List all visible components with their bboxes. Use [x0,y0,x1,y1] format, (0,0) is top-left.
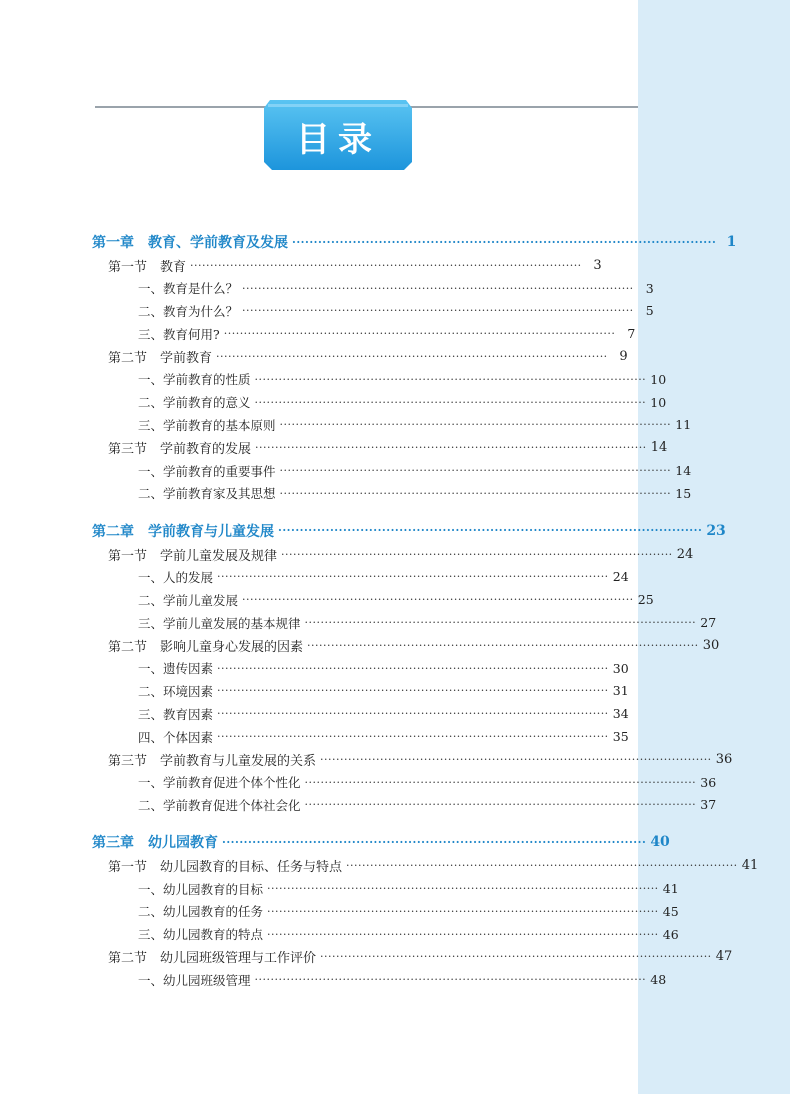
toc-entry-label: 三、教育何用? [138,326,220,342]
toc-entry-label: 三、教育因素 [138,706,214,722]
toc-item-entry[interactable] [92,459,692,482]
toc-entry-label: 第一章 教育、学前教育及发展 [92,235,288,251]
toc-section-entry[interactable] [92,254,602,277]
dot-leader: ·································································································· [217,730,609,744]
toc-entry-label: 四、个体因素 [138,729,214,745]
dot-leader: ·································································································· [190,258,582,272]
toc-entry-page-number: 45 [662,903,679,919]
toc-item-entry[interactable] [92,968,667,991]
toc-entry-page-number: 36 [700,774,717,790]
toc-entry-page-number: 40 [650,834,670,851]
dot-leader: ·································································································· [278,524,703,538]
toc-entry-label: 二、学前教育促进个体社会化 [138,797,301,813]
toc-entry-label: 一、幼儿园教育的目标 [138,881,264,897]
toc-entry-label: 第一节 教育 [108,259,187,275]
dot-leader: ·································································································· [307,638,699,652]
toc-entry-page-number: 35 [612,729,629,745]
toc-chapter-entry[interactable] [92,230,737,254]
toc-item-entry[interactable] [92,300,654,323]
toc-entry-label: 一、学前教育促进个体个性化 [138,775,301,791]
toc-entry-label: 一、幼儿园班级管理 [138,972,251,988]
toc-entry-page-number: 3 [593,257,602,273]
toc-entry-label: 第一节 学前儿童发展及规律 [108,548,278,564]
toc-entry-label: 三、学前教育的基本原则 [138,417,276,433]
toc-item-entry[interactable] [92,611,717,634]
toc-entry-label: 一、遗传因素 [138,661,214,677]
toc-entry-page-number: 10 [650,371,667,387]
dot-leader: ·································································································· [267,882,659,896]
title-tab [264,100,412,170]
dot-leader: ·································································································· [279,464,672,478]
dot-leader: ·································································································· [281,547,673,561]
toc-entry-page-number: 41 [662,881,679,897]
toc-entry-page-number: 3 [645,280,654,296]
dot-leader: ·································································································· [254,372,647,386]
toc-section-entry[interactable] [92,543,694,566]
dot-leader: ·································································································· [267,927,659,941]
toc-item-entry[interactable] [92,414,692,437]
table-of-contents [92,230,759,991]
toc-entry-label: 三、学前儿童发展的基本规律 [138,615,301,631]
dot-leader: ·································································································· [254,395,647,409]
toc-item-entry[interactable] [92,482,692,505]
dot-leader: ·································································································· [304,616,697,630]
toc-entry-page-number: 1 [726,234,737,250]
dot-leader: ·································································································· [320,752,712,766]
toc-entry-page-number: 10 [650,394,667,410]
toc-entry-page-number: 37 [700,797,717,813]
toc-item-entry[interactable] [92,588,654,611]
toc-entry-label: 二、学前儿童发展 [138,592,239,608]
toc-entry-label: 一、人的发展 [138,569,214,585]
dot-leader: ·································································································· [217,684,609,698]
toc-entry-page-number: 46 [662,926,679,942]
toc-item-entry[interactable] [92,322,636,345]
toc-item-entry[interactable] [92,368,667,391]
toc-item-entry[interactable] [92,680,629,703]
toc-entry-label: 第二节 幼儿园班级管理与工作评价 [108,951,317,967]
toc-section-entry[interactable] [92,854,759,877]
dot-leader: ·································································································· [242,593,634,607]
dot-leader: ·································································································· [223,327,616,341]
toc-entry-page-number: 15 [675,485,692,501]
dot-leader: ·································································································· [255,441,647,455]
page-title: 目录 [296,120,380,160]
toc-item-entry[interactable] [92,877,679,900]
toc-section-entry[interactable] [92,634,720,657]
dot-leader: ·································································································· [242,281,634,295]
dot-leader: ·································································································· [279,418,672,432]
toc-entry-label: 第三章 幼儿园教育 [92,835,218,852]
toc-entry-label: 二、环境因素 [138,683,214,699]
dot-leader: ·································································································· [222,835,647,849]
toc-entry-label: 二、学前教育的意义 [138,395,251,411]
dot-leader: ·································································································· [217,570,609,584]
toc-entry-label: 二、幼儿园教育的任务 [138,904,264,920]
toc-entry-label: 三、幼儿园教育的特点 [138,927,264,943]
dot-leader: ·································································································· [346,859,738,873]
toc-entry-page-number: 5 [645,303,654,319]
toc-entry-page-number: 24 [676,546,694,562]
toc-item-entry[interactable] [92,794,717,817]
toc-item-entry[interactable] [92,923,679,946]
dot-leader: ·································································································· [304,798,697,812]
toc-entry-page-number: 31 [612,683,629,699]
toc-entry-label: 二、教育为什么？ [138,303,239,319]
toc-entry-label: 第二章 学前教育与儿童发展 [92,523,274,540]
toc-entry-label: 一、教育是什么？ [138,281,239,297]
toc-chapter-entry[interactable] [92,830,670,854]
toc-entry-label: 一、学前教育的重要事件 [138,463,276,479]
dot-leader: ·································································································· [304,775,697,789]
toc-entry-page-number: 9 [619,349,628,365]
toc-entry-label: 第一节 幼儿园教育的目标、任务与特点 [108,860,343,876]
toc-chapter-entry[interactable] [92,519,726,543]
toc-entry-label: 第二节 学前教育 [108,351,213,367]
toc-entry-page-number: 7 [627,326,636,342]
toc-entry-page-number: 27 [700,615,717,631]
dot-leader: ·································································································· [216,350,608,364]
toc-entry-page-number: 25 [637,592,654,608]
toc-item-entry[interactable] [92,391,667,414]
toc-section-entry[interactable] [92,345,628,368]
toc-entry-page-number: 47 [715,949,733,965]
toc-entry-label: 第二节 影响儿童身心发展的因素 [108,639,304,655]
dot-leader: ·································································································· [217,661,609,675]
toc-entry-page-number: 48 [650,972,667,988]
toc-item-entry[interactable] [92,725,629,748]
toc-entry-page-number: 34 [612,706,629,722]
toc-entry-page-number: 14 [675,463,692,479]
dot-leader: ·································································································· [217,707,609,721]
toc-entry-page-number: 14 [650,440,668,456]
toc-section-entry[interactable] [92,946,733,969]
toc-section-entry[interactable] [92,748,733,771]
dot-leader: ·································································································· [254,973,647,987]
toc-item-entry[interactable] [92,900,679,923]
toc-item-entry[interactable] [92,657,629,680]
toc-entry-label: 第三节 学前教育的发展 [108,442,252,458]
toc-item-entry[interactable] [92,702,629,725]
toc-entry-label: 二、学前教育家及其思想 [138,486,276,502]
dot-leader: ·································································································· [279,486,672,500]
toc-entry-page-number: 23 [706,522,726,539]
dot-leader: ·································································································· [320,950,712,964]
toc-entry-page-number: 36 [715,751,733,767]
toc-item-entry[interactable] [92,771,717,794]
toc-item-entry[interactable] [92,566,629,589]
dot-leader: ·································································································· [267,904,659,918]
toc-entry-label: 一、学前教育的性质 [138,372,251,388]
chapter-spacer [92,816,595,830]
toc-entry-page-number: 30 [612,660,629,676]
toc-entry-page-number: 24 [612,569,629,585]
toc-item-entry[interactable] [92,277,654,300]
toc-section-entry[interactable] [92,436,668,459]
dot-leader: ·································································································· [292,235,717,249]
toc-entry-page-number: 41 [741,858,759,874]
dot-leader: ·································································································· [242,304,634,318]
toc-entry-label: 第三节 学前教育与儿童发展的关系 [108,753,317,769]
toc-entry-page-number: 30 [702,637,720,653]
toc-entry-page-number: 11 [675,417,692,433]
chapter-spacer [92,505,595,519]
